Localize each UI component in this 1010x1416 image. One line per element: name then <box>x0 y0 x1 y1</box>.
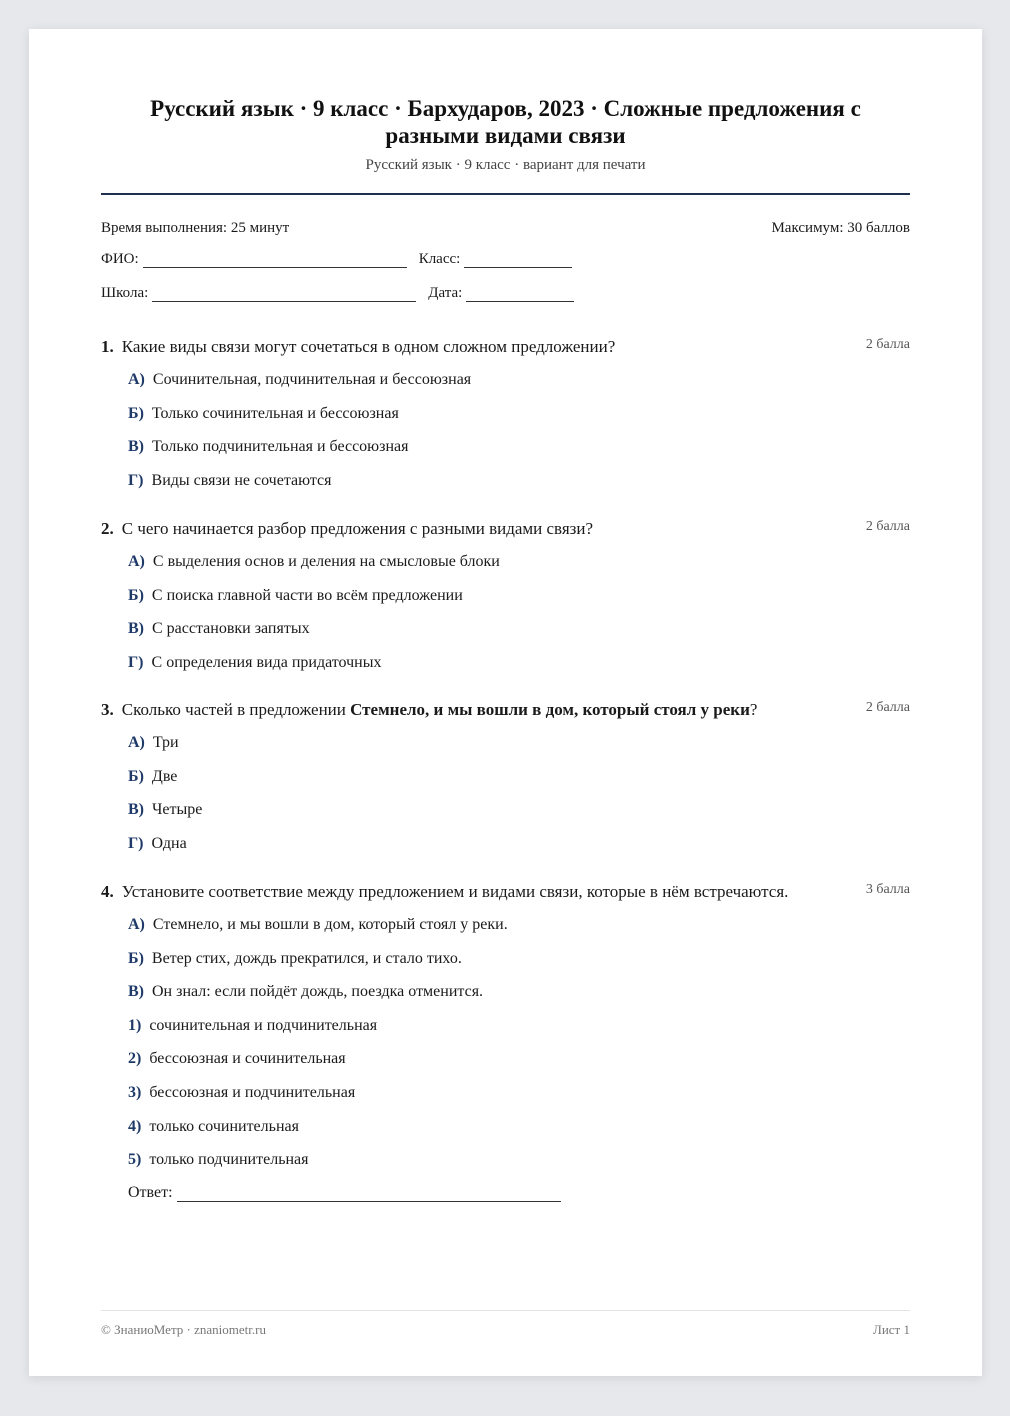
option-v[interactable] <box>128 619 910 653</box>
option-v[interactable] <box>128 437 910 471</box>
option-b[interactable] <box>128 404 910 438</box>
answer-label: Ответ: <box>128 1183 173 1201</box>
option-letter: В) <box>128 983 144 1001</box>
option-letter: Б) <box>128 586 144 604</box>
options-list <box>128 370 910 504</box>
max-score: Максимум: 30 баллов <box>771 220 910 236</box>
option-text: бессоюзная и сочинительная <box>149 1050 346 1068</box>
choice-1 <box>128 1016 910 1050</box>
question-points: 2 балла <box>865 337 910 352</box>
worksheet-page <box>29 29 982 1376</box>
option-text: Одна <box>151 834 187 852</box>
option-text: Четыре <box>152 801 203 819</box>
answer-field[interactable] <box>177 1187 561 1202</box>
question-3 <box>101 699 910 867</box>
question-number: 1. <box>101 337 114 356</box>
question-header <box>101 518 910 542</box>
option-text: Только сочинительная и бессоюзная <box>151 404 399 422</box>
page-footer <box>101 1322 910 1338</box>
option-b[interactable] <box>128 586 910 620</box>
option-text: С определения вида придаточных <box>151 653 382 671</box>
choice-5 <box>128 1150 910 1184</box>
question-header <box>101 336 910 360</box>
option-letter: А) <box>128 371 145 388</box>
question-header <box>101 881 910 905</box>
option-b[interactable] <box>128 767 910 801</box>
option-text: С расстановки запятых <box>152 620 310 638</box>
time-limit: Время выполнения: 25 минут <box>101 220 290 236</box>
option-text: Он знал: если пойдёт дождь, поездка отменится. <box>152 983 484 1001</box>
option-text: Сочинительная, подчинительная и бессоюзная <box>152 371 472 388</box>
option-text: С выделения основ и деления на смысловые блоки <box>152 553 500 570</box>
example-sentence: Стемнело, и мы вошли в дом, который стоял у реки <box>350 700 750 719</box>
option-letter: 1) <box>128 1016 142 1034</box>
option-g[interactable] <box>128 653 910 687</box>
class-label: Класс: <box>418 251 461 267</box>
choice-4 <box>128 1117 910 1151</box>
sentence-b <box>128 949 910 983</box>
option-letter: А) <box>128 734 145 751</box>
name-class-row <box>101 251 910 268</box>
option-letter: Б) <box>128 404 144 422</box>
question-number: 3. <box>101 700 114 719</box>
option-text: бессоюзная и подчинительная <box>149 1083 356 1101</box>
option-letter: Г) <box>128 471 144 489</box>
school-date-row <box>101 285 910 302</box>
matching-list <box>128 915 910 1184</box>
question-1 <box>101 336 910 504</box>
option-letter: 4) <box>128 1117 142 1135</box>
footer-divider <box>101 1310 910 1311</box>
option-g[interactable] <box>128 834 910 868</box>
option-text: Стемнело, и мы вошли в дом, который стоял у реки. <box>152 916 508 933</box>
question-text-after: ? <box>749 700 758 719</box>
question-text: Какие виды связи могут сочетаться в одном сложном предложении? <box>121 337 616 356</box>
option-text: Две <box>151 767 178 785</box>
question-points: 2 балла <box>865 700 910 715</box>
question-4 <box>101 881 910 1202</box>
page-content <box>101 29 910 1376</box>
option-v[interactable] <box>128 800 910 834</box>
option-a[interactable] <box>128 733 910 767</box>
question-text: С чего начинается разбор предложения с разными видами связи? <box>121 519 594 538</box>
date-label: Дата: <box>428 285 463 301</box>
choice-2 <box>128 1049 910 1083</box>
option-letter: 5) <box>128 1151 142 1169</box>
question-points: 3 балла <box>865 882 910 897</box>
option-text: С поиска главной части во всём предложении <box>151 586 463 604</box>
option-letter: А) <box>128 916 145 933</box>
question-text: Установите соответствие между предложением и видами связи, которые в нём встречаются. <box>121 882 789 901</box>
option-g[interactable] <box>128 471 910 505</box>
question-number: 4. <box>101 882 114 901</box>
class-field[interactable] <box>464 253 572 268</box>
option-letter: 3) <box>128 1083 142 1101</box>
header-divider <box>101 193 910 195</box>
option-text: Три <box>152 734 179 751</box>
option-text: сочинительная и подчинительная <box>149 1016 378 1034</box>
option-letter: Б) <box>128 767 144 785</box>
options-list <box>128 552 910 686</box>
options-list <box>128 733 910 867</box>
option-letter: Б) <box>128 949 144 967</box>
option-letter: В) <box>128 620 144 638</box>
question-text-before: Сколько частей в предложении <box>121 700 351 719</box>
option-text: только подчинительная <box>149 1151 309 1169</box>
option-letter: Г) <box>128 834 144 852</box>
option-text: Только подчинительная и бессоюзная <box>152 438 409 456</box>
page-title: Русский язык · 9 класс · Бархударов, 2023 · Сложные предложения с разными видами связи <box>150 96 861 148</box>
school-label: Школа: <box>101 285 149 301</box>
option-letter: В) <box>128 438 144 456</box>
option-letter: 2) <box>128 1050 142 1068</box>
date-field[interactable] <box>466 287 574 302</box>
sentence-v <box>128 982 910 1016</box>
option-text: только сочинительная <box>149 1117 299 1135</box>
school-field[interactable] <box>152 287 416 302</box>
question-header <box>101 699 910 723</box>
option-letter: В) <box>128 801 144 819</box>
fio-label: ФИО: <box>101 251 139 267</box>
fio-field[interactable] <box>143 253 407 268</box>
option-a[interactable] <box>128 552 910 586</box>
option-text: Виды связи не сочетаются <box>151 471 332 489</box>
question-2 <box>101 518 910 686</box>
option-text: Ветер стих, дождь прекратился, и стало тихо. <box>151 949 462 967</box>
footer-copyright: © ЗнаниоМетр · znaniometr.ru <box>101 1322 266 1337</box>
question-number: 2. <box>101 519 114 538</box>
answer-row <box>128 1184 910 1202</box>
page-subtitle: Русский язык · 9 класс · вариант для печати <box>365 157 646 173</box>
question-points: 2 балла <box>865 519 910 534</box>
page-number: Лист 1 <box>873 1322 910 1337</box>
option-a[interactable] <box>128 370 910 404</box>
choice-3 <box>128 1083 910 1117</box>
question-text <box>122 699 854 721</box>
option-letter: Г) <box>128 653 144 671</box>
sentence-a <box>128 915 910 949</box>
option-letter: А) <box>128 553 145 570</box>
meta-row <box>101 220 910 237</box>
